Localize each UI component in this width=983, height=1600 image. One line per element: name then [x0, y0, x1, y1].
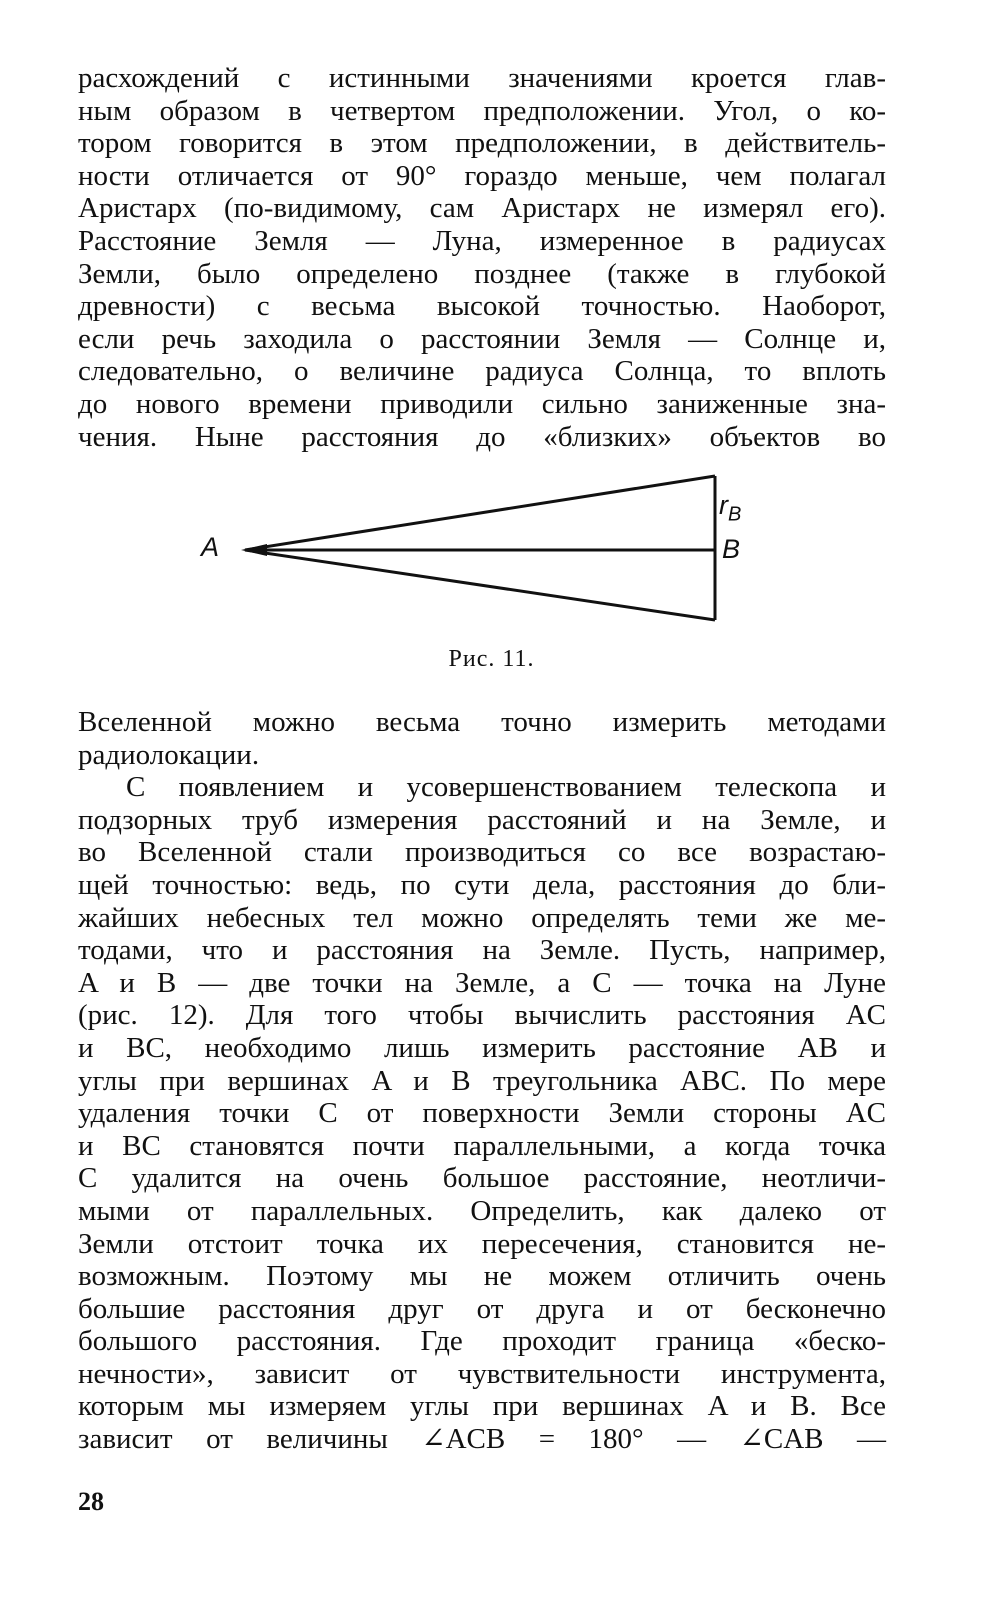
text-line: A и B — две точки на Земле, а C — точка на Луне	[78, 966, 886, 999]
text-line: ности отличается от 90° гораздо меньше, чем полагал	[78, 159, 886, 192]
text-line: щей точностью: ведь, по сути дела, расстояния до бли-	[78, 868, 886, 901]
text-line: которым мы измеряем углы при вершинах A и B. Все	[78, 1390, 886, 1423]
label-radius-b	[719, 490, 741, 526]
label-a: A	[201, 532, 220, 562]
label-b: B	[722, 534, 741, 564]
text-line: Земли отстоит точка их пересечения, становится не-	[78, 1227, 886, 1260]
text-line: и BC, необходимо лишь измерить расстояние AB и	[78, 1031, 886, 1064]
text-line: нечности», зависит от чувствительности инструмента,	[78, 1357, 886, 1390]
text-line: Земли, было определено позднее (также в глубокой	[78, 257, 886, 290]
text-line: жайших небесных тел можно определять теми же ме-	[78, 901, 886, 934]
text-line: Вселенной можно весьма точно измерить методами	[78, 706, 886, 738]
text-line: ным образом в четвертом предположении. Угол, о ко-	[78, 94, 886, 127]
text-line: C удалится на очень большое расстояние, неотличи-	[78, 1162, 886, 1195]
label-radius-letter: r	[719, 490, 728, 520]
figure-11-triangle-diagram	[195, 470, 775, 640]
text-line: тором говорится в этом предположении, в действитель-	[78, 127, 886, 160]
text-line: углы при вершинах A и B треугольника ABC. По мере	[78, 1064, 886, 1097]
text-line: Расстояние Земля — Луна, измеренное в радиусах	[78, 224, 886, 257]
text-line: подзорных труб измерения расстояний и на Земле, и	[78, 803, 886, 836]
text-line: зависит от величины ∠ACB = 180° — ∠CAB —	[78, 1423, 886, 1456]
text-line: во Вселенной стали производиться со все возрастаю-	[78, 836, 886, 869]
paragraph-after-figure	[78, 706, 886, 1456]
text-line: большого расстояния. Где проходит граница «беско-	[78, 1325, 886, 1358]
text-line: возможным. Поэтому мы не можем отличить очень	[78, 1260, 886, 1293]
text-line: (рис. 12). Для того чтобы вычислить расстояния AC	[78, 999, 886, 1032]
figure-caption: Рис. 11.	[448, 646, 535, 672]
text-line: расхождений с истинными значениями кроется глав-	[78, 62, 886, 94]
triangle-diagram-svg	[195, 470, 775, 640]
text-line: следовательно, о величине радиуса Солнца, то вплоть	[78, 355, 886, 388]
text-line: удаления точки C от поверхности Земли стороны AC	[78, 1097, 886, 1130]
text-line: радиолокации.	[78, 738, 260, 771]
text-line: до нового времени приводили сильно заниженные зна-	[78, 387, 886, 420]
text-line: тодами, что и расстояния на Земле. Пусть, например,	[78, 934, 886, 967]
text-line: чения. Ныне расстояния до «близких» объектов во	[78, 420, 886, 453]
text-line: если речь заходила о расстоянии Земля — Солнце и,	[78, 322, 886, 355]
text-line: большие расстояния друг от друга и от бесконечно	[78, 1292, 886, 1325]
paragraph-top	[78, 62, 886, 453]
page-number: 28	[78, 1487, 104, 1516]
text-line: С появлением и усовершенствованием телескопа и	[126, 771, 886, 804]
upper-side-line	[245, 476, 715, 550]
text-line: и BC становятся почти параллельными, а когда точка	[78, 1129, 886, 1162]
label-radius-subscript: B	[728, 503, 742, 526]
vertex-a-arrow	[241, 544, 267, 556]
text-line: Аристарх (по-видимому, сам Аристарх не измерял его).	[78, 192, 886, 225]
text-line: мыми от параллельных. Определить, как далеко от	[78, 1194, 886, 1227]
text-line: древности) с весьма высокой точностью. Наоборот,	[78, 290, 886, 323]
lower-side-line	[245, 550, 715, 620]
